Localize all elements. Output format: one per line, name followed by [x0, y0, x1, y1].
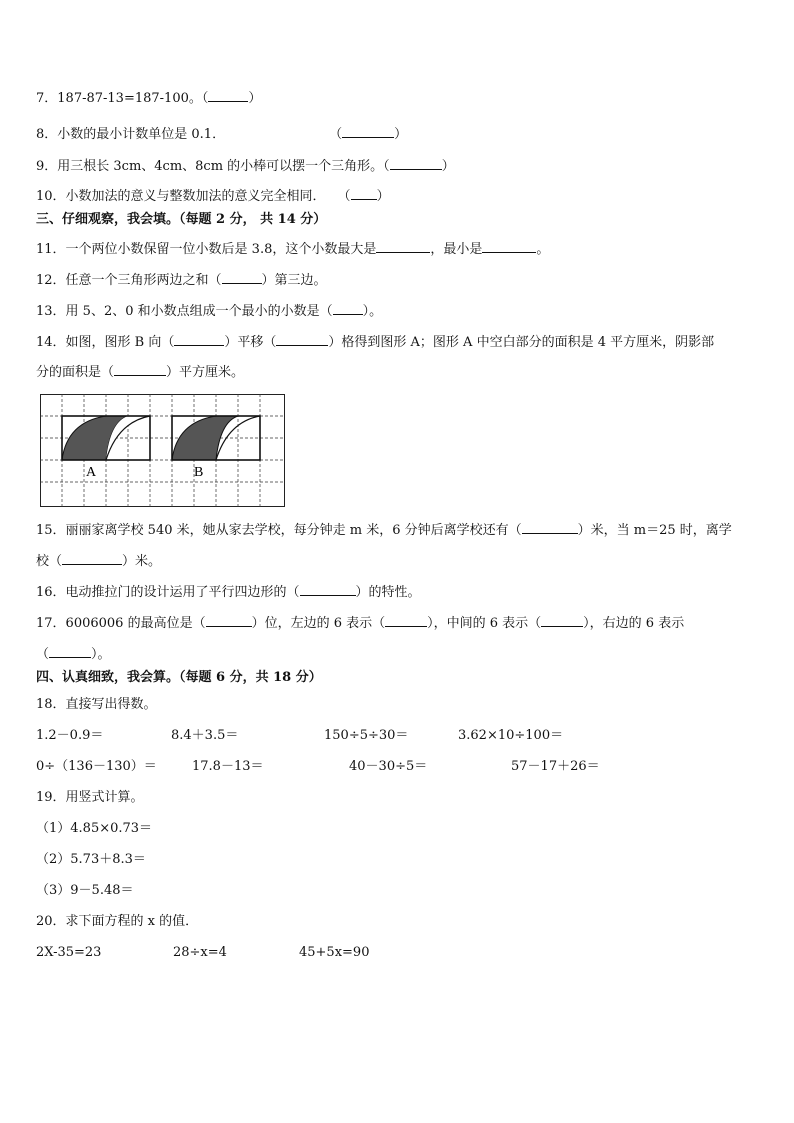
answer-blank[interactable] — [351, 186, 377, 200]
answer-blank[interactable] — [208, 88, 248, 102]
question-16: 16．电动推拉门的设计运用了平行四边形的（ ）的特性。 — [36, 582, 421, 602]
section-4-heading: 四、认真细致，我会算。（每题 6 分，共 18 分） — [36, 670, 322, 685]
answer-blank-left-six[interactable] — [385, 613, 427, 627]
equation: 28÷x=4 — [173, 945, 227, 960]
question-7-text: 7．187-87-13=187-100。（ — [36, 91, 209, 106]
answer-blank[interactable] — [333, 301, 363, 315]
question-13: 13．用 5、2、0 和小数点组成一个最小的小数是（ ）。 — [36, 301, 382, 321]
answer-blank[interactable] — [300, 582, 356, 596]
question-9: 9．用三根长 3cm、4cm、8cm 的小棒可以摆一个三角形。（ ） — [36, 156, 455, 176]
question-14-line-2: 分的面积是（ ）平方厘米。 — [36, 362, 244, 382]
question-8-text: 8．小数的最小计数单位是 0.1． — [36, 127, 226, 142]
question-10-text: 10．小数加法的意义与整数加法的意义完全相同． — [36, 189, 326, 204]
question-17-line-1: 17．6006006 的最高位是（ ）位，左边的 6 表示（ ），中间的 6 表示（ ），右边的 6 表示 — [36, 613, 684, 633]
question-9-text: 9．用三根长 3cm、4cm、8cm 的小棒可以摆一个三角形。（ — [36, 159, 390, 174]
answer-blank-squares[interactable] — [276, 332, 328, 346]
equation: 2X-35=23 — [36, 945, 102, 960]
section-3-heading: 三、仔细观察，我会填。（每题 2 分， 共 14 分） — [36, 212, 327, 227]
answer-blank-direction[interactable] — [174, 332, 224, 346]
question-10: 10．小数加法的意义与整数加法的意义完全相同． （ ） — [36, 186, 390, 206]
question-20: 20．求下面方程的 x 的值． — [36, 914, 199, 929]
answer-blank[interactable] — [390, 156, 442, 170]
calc-item: 150÷5÷30＝ — [324, 728, 409, 743]
question-8: 8．小数的最小计数单位是 0.1． （ ） — [36, 124, 407, 144]
answer-blank-highest[interactable] — [206, 613, 252, 627]
vertical-calc-item: （2）5.73＋8.3＝ — [36, 852, 146, 867]
figure-label-a: A — [86, 465, 97, 480]
calc-item: 3.62×10÷100＝ — [458, 728, 564, 743]
grid-figure — [40, 394, 286, 508]
question-17-line-2: （ ）。 — [36, 644, 111, 664]
calc-item: 57－17＋26＝ — [511, 759, 600, 774]
answer-blank-right-six[interactable] — [49, 644, 91, 658]
question-11: 11．一个两位小数保留一位小数后是 3.8，这个小数最大是 ，最小是 。 — [36, 239, 549, 259]
answer-blank-middle-six[interactable] — [541, 613, 583, 627]
answer-blank[interactable] — [222, 270, 262, 284]
equation: 45+5x=90 — [299, 945, 370, 960]
calc-item: 17.8－13＝ — [192, 759, 264, 774]
question-15-line-2: 校（ ）米。 — [36, 551, 161, 571]
vertical-calc-item: （3）9－5.48＝ — [36, 883, 134, 898]
vertical-calc-item: （1）4.85×0.73＝ — [36, 821, 153, 836]
calc-item: 40－30÷5＝ — [349, 759, 428, 774]
question-18: 18．直接写出得数。 — [36, 697, 157, 712]
calc-item: 1.2－0.9＝ — [36, 728, 104, 743]
answer-blank-distance[interactable] — [62, 551, 122, 565]
answer-blank-area[interactable] — [114, 362, 166, 376]
question-15-line-1: 15．丽丽家离学校 540 米，她从家去学校，每分钟走 m 米，6 分钟后离学校还有（ ）米，当 m＝25 时，离学 — [36, 520, 732, 540]
answer-blank-remaining[interactable] — [522, 520, 578, 534]
calc-item: 8.4＋3.5＝ — [171, 728, 239, 743]
question-12: 12．任意一个三角形两边之和（ ）第三边。 — [36, 270, 327, 290]
question-7: 7．187-87-13=187-100。（ ） — [36, 88, 261, 108]
question-19: 19．用竖式计算。 — [36, 790, 144, 805]
answer-blank[interactable] — [342, 124, 394, 138]
answer-blank-min[interactable] — [482, 239, 536, 253]
answer-blank-max[interactable] — [376, 239, 430, 253]
figure-label-b: B — [194, 465, 204, 480]
calc-item: 0÷（136－130）＝ — [36, 759, 157, 774]
question-14-line-1: 14．如图，图形 B 向（ ）平移（ ）格得到图形 A；图形 A 中空白部分的面积是 4 平方厘米，阴影部 — [36, 332, 714, 352]
